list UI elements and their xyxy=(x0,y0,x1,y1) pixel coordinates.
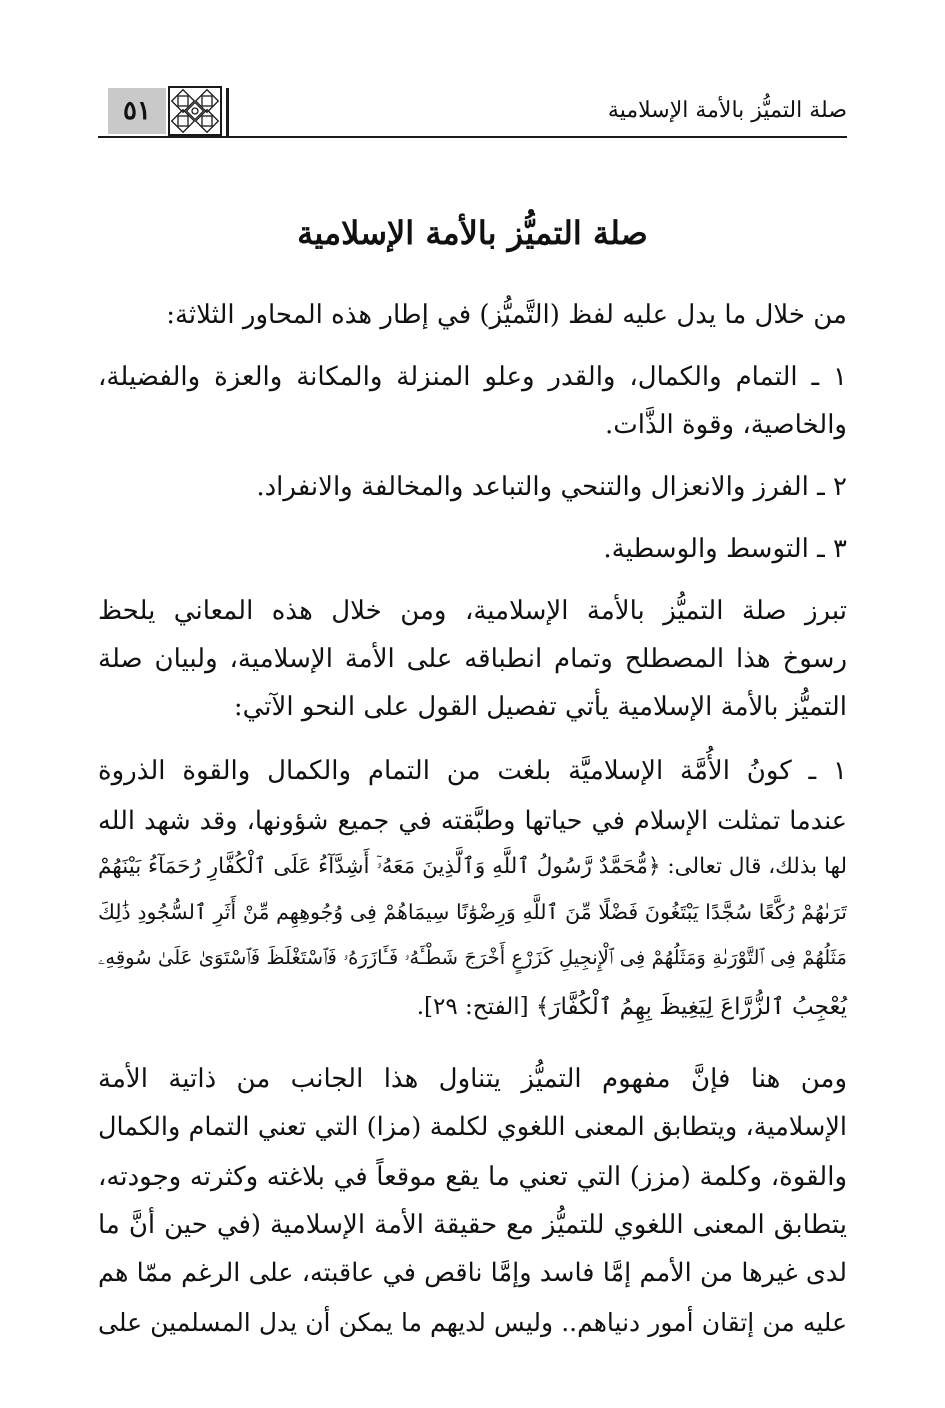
quran-verse-line: تَرَىٰهُمْ رُكَّعًا سُجَّدًا يَبْتَغُونَ فَضْلًا مِّنَ ٱللَّهِ وَرِضْوَٰنًا سِيمَاهُمْ فِى وُجُوهِهِم مِّنْ أَثَرِ ٱلسُّجُودِ ذَٰلِكَ xyxy=(98,900,847,924)
paragraph-4-line: يتطابق المعنى اللغوي للتميُّز مع حقيقة الأمة الإسلامية (في حين أنَّ ما xyxy=(98,1210,847,1240)
paragraph-4-line: والقوة، وكلمة (مزز) التي تعني ما يقع موقعاً في بلاغته وكثرته وجودته، xyxy=(98,1162,847,1192)
page-number: ٥١ xyxy=(123,96,151,126)
header-rule xyxy=(98,136,847,138)
paragraph-2-line: التميُّز بالأمة الإسلامية يأتي تفصيل القول على النحو الآتي: xyxy=(233,692,847,722)
quran-verse-line: لها بذلك، قال تعالى: ﴿مُّحَمَّدٌ رَّسُولُ ٱللَّهِ وَٱلَّذِينَ مَعَهُۥٓ أَشِدَّآءُ عَلَى ٱلْكُفَّارِ رُحَمَآءُ بَيْنَهُمْ xyxy=(98,854,847,879)
ornament-icon xyxy=(168,86,222,136)
paragraph-2-line: رسوخ هذا المصطلح وتمام انطباقه على الأمة الإسلامية، ولبيان صلة xyxy=(98,644,847,674)
list-item-3: ٣ ـ التوسط والوسطية. xyxy=(603,534,847,564)
page-header xyxy=(98,68,847,138)
page-number-box xyxy=(108,88,166,134)
header-divider xyxy=(226,88,229,138)
list-item-1: ١ ـ التمام والكمال، والقدر وعلو المنزلة والمكانة والعزة والفضيلة، xyxy=(98,362,847,392)
paragraph-4-line: الإسلامية، ويتطابق المعنى اللغوي لكلمة (مزا) التي تعني التمام والكمال xyxy=(98,1112,847,1142)
paragraph-intro: من خلال ما يدل عليه لفظ (التَّميُّز) في إطار هذه المحاور الثلاثة: xyxy=(166,300,847,330)
running-title: صلة التميُّز بالأمة الإسلامية xyxy=(607,98,847,123)
paragraph-4-line: لدى غيرها من الأمم إمَّا فاسد وإمَّا ناقص في عاقبته، على الرغم ممّا هم xyxy=(98,1258,847,1288)
paragraph-3-line: عندما تمثلت الإسلام في حياتها وطبَّقته في جميع شؤونها، وقد شهد الله xyxy=(98,806,847,836)
section-title: صلة التميُّز بالأمة الإسلامية xyxy=(297,214,648,252)
list-item-1-cont: والخاصية، وقوة الذَّات. xyxy=(605,410,847,440)
list-item-2: ٢ ـ الفرز والانعزال والتنحي والتباعد والمخالفة والانفراد. xyxy=(256,472,847,502)
quran-verse-line: يُعْجِبُ ٱلزُّرَّاعَ لِيَغِيظَ بِهِمُ ٱلْكُفَّارَ﴾ [الفتح: ٢٩]. xyxy=(416,994,847,1020)
paragraph-3-line: ١ ـ كونُ الأُمَّة الإسلاميَّة بلغت من التمام والكمال والقوة الذروة xyxy=(98,756,847,786)
paragraph-2-line: تبرز صلة التميُّز بالأمة الإسلامية، ومن خلال هذه المعاني يلحظ xyxy=(98,596,847,626)
paragraph-4-line: ومن هنا فإنَّ مفهوم التميُّز يتناول هذا الجانب من ذاتية الأمة xyxy=(98,1064,847,1094)
quran-verse-line: مَثَلُهُمْ فِى ٱلتَّوْرَىٰةِ وَمَثَلُهُمْ فِى ٱلْإِنجِيلِ كَزَرْعٍ أَخْرَجَ شَطْـَٔهُۥ فَـَٔازَرَهُۥ فَٱسْتَغْلَظَ فَٱسْتَوَىٰ عَلَىٰ سُوقِهِۦ xyxy=(98,946,847,969)
paragraph-4-line: عليه من إتقان أمور دنياهم.. وليس لديهم ما يمكن أن يدل المسلمين على xyxy=(98,1308,847,1337)
